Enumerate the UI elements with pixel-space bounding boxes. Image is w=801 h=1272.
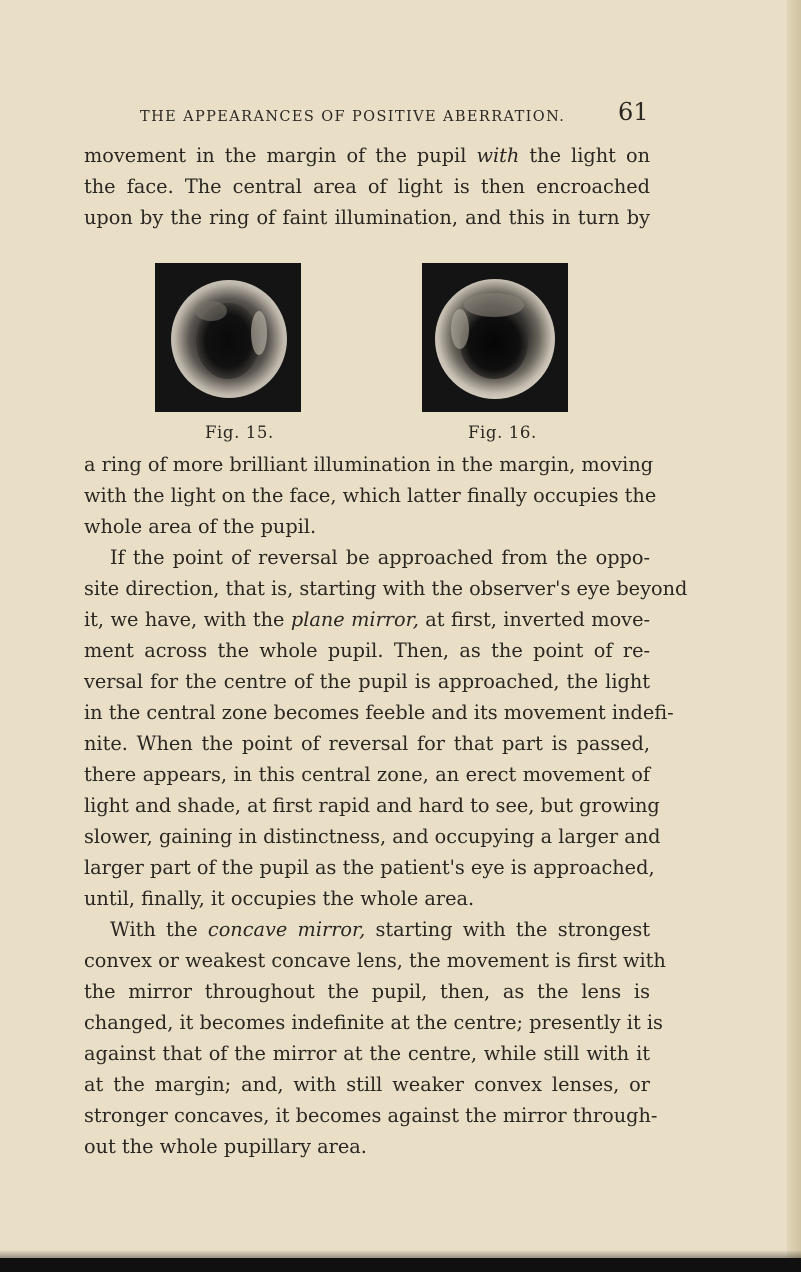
text-line: until, finally, it occupies the whole area. xyxy=(84,887,475,910)
figure-16 xyxy=(422,263,568,412)
pupil-reflex-illustration-icon xyxy=(422,263,568,412)
text-line: slower, gaining in distinctness, and occupying a larger and xyxy=(84,825,661,848)
text-line: against that of the mirror at the centre, while still with it xyxy=(84,1042,650,1065)
figure-15-caption: Fig. 15. xyxy=(205,423,274,442)
text-line: nite. When the point of reversal for that part is passed, xyxy=(84,732,650,755)
text-line: the face. The central area of light is then encroached xyxy=(84,175,650,198)
pupil-reflex-illustration-icon xyxy=(155,263,301,412)
page-bottom-shadow xyxy=(0,1250,801,1258)
text-line: convex or weakest concave lens, the movement is first with xyxy=(84,949,666,972)
text-line: With the concave mirror, starting with the strongest xyxy=(110,918,650,941)
text-line: out the whole pupillary area. xyxy=(84,1135,367,1158)
text-line: light and shade, at first rapid and hard to see, but growing xyxy=(84,794,660,817)
text-line: in the central zone becomes feeble and its movement indefi- xyxy=(84,701,674,724)
paragraph-1 xyxy=(84,449,657,542)
page-number: 61 xyxy=(618,98,649,126)
text-line: with the light on the face, which latter finally occupies the xyxy=(84,484,657,507)
text-line: ment across the whole pupil. Then, as the point of re- xyxy=(84,639,650,662)
text-line: stronger concaves, it becomes against the mirror through- xyxy=(84,1104,658,1127)
text-line: versal for the centre of the pupil is approached, the light xyxy=(84,670,650,693)
page-bottom-border xyxy=(0,1258,801,1272)
running-head: THE APPEARANCES OF POSITIVE ABERRATION. xyxy=(140,109,566,125)
figure-15 xyxy=(155,263,301,412)
page-edge xyxy=(787,0,801,1272)
text-line: movement in the margin of the pupil with the light on xyxy=(84,144,651,167)
paragraph-3 xyxy=(84,914,666,1162)
text-line: the mirror throughout the pupil, then, as the lens is xyxy=(84,980,650,1003)
text-line: upon by the ring of faint illumination, and this in turn by xyxy=(84,206,650,229)
text-line: a ring of more brilliant illumination in the margin, moving xyxy=(84,453,654,476)
text-line: there appears, in this central zone, an erect movement of xyxy=(84,763,650,786)
figure-16-caption: Fig. 16. xyxy=(468,423,537,442)
text-line: larger part of the pupil as the patient's eye is approached, xyxy=(84,856,655,879)
text-line: at the margin; and, with still weaker convex lenses, or xyxy=(84,1073,650,1096)
text-line: If the point of reversal be approached from the oppo- xyxy=(110,546,650,569)
text-line: whole area of the pupil. xyxy=(84,515,317,538)
text-line: it, we have, with the plane mirror, at first, inverted move- xyxy=(84,608,650,631)
text-line: site direction, that is, starting with the observer's eye beyond xyxy=(84,577,688,600)
paragraph-2 xyxy=(84,542,688,914)
text-line: changed, it becomes indefinite at the centre; presently it is xyxy=(84,1011,663,1034)
intro-paragraph xyxy=(84,140,650,233)
